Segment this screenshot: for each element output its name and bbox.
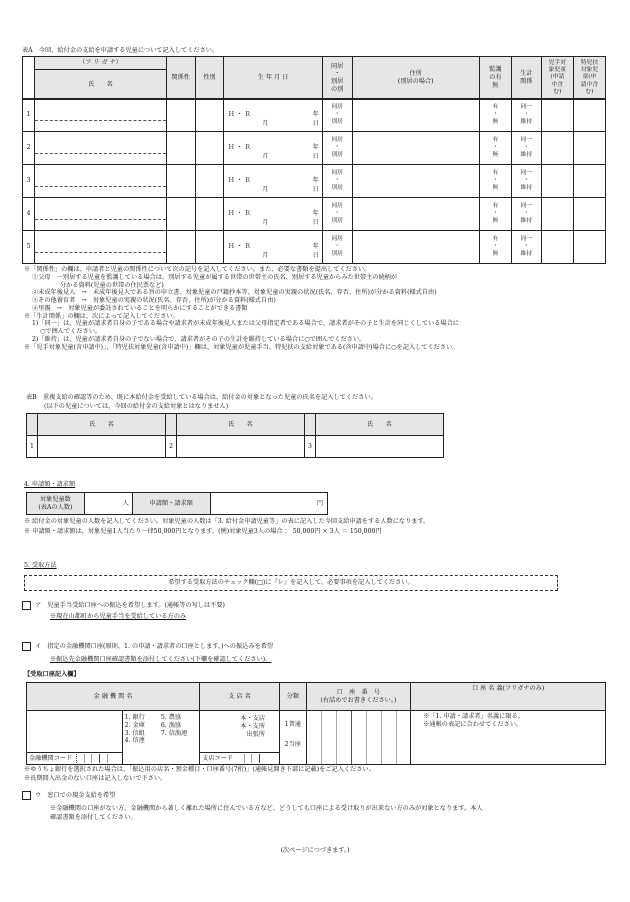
bank-type-option[interactable]: 3. 信組 (124, 729, 145, 737)
post-bank-note: ※ゆうちょ銀行を選択された場合は、「振込用の店名・預金種目・口座番号(7桁)」(通帳見開き下部に記載)をご記入ください。 (24, 766, 375, 773)
section-4-note: ※ 給付金の対象児童の人数を記入してください。対象児童の人数は「3. 給付金申請児童等」の表に記入した今回支給申請をする人数になります。 (24, 518, 430, 525)
year-label: 年 (312, 144, 319, 151)
header-child-allowance: 児手対 象児童 (申請 中含 む) (541, 57, 573, 100)
account-number-sub: (右詰めでお書きください。) (320, 696, 397, 704)
note-line: ※「生計関係」の欄は、次によって記入してください。 (24, 312, 179, 320)
sex-input[interactable] (195, 231, 224, 264)
holder-input[interactable] (411, 711, 606, 765)
era-label: Ｈ ・ Ｒ (228, 144, 251, 151)
era-label: Ｈ ・ Ｒ (228, 111, 251, 118)
child-name-input[interactable] (35, 165, 167, 198)
table-a-rows (22, 98, 606, 264)
cohab-select[interactable]: 同居 ・ 別居 (322, 165, 352, 198)
account-number-header (306, 683, 411, 711)
bank-type-options (125, 714, 197, 745)
custody-select[interactable]: 有 ・ 無 (479, 231, 511, 264)
amount-label: 申請額・請求額 (132, 493, 210, 515)
bank-type-list[interactable] (122, 711, 199, 765)
furigana-divider (35, 186, 166, 187)
holder-header: 口 座 名 義(フリガナのみ) (411, 683, 606, 711)
relation-input[interactable] (166, 231, 195, 264)
page-footer: (次ページにつづきます。) (280, 847, 350, 854)
account-number-title: 口 座 番 号 (336, 688, 381, 696)
relation-input[interactable] (166, 198, 195, 231)
note-line: 1)「同一」は、児童が請求者自身の子である場合や請求者が未成年後見人または父母指定者である場合で、請求者がその子と生計を同じくしている場合に (32, 320, 459, 328)
child-allowance-mark[interactable] (541, 132, 573, 165)
bank-account-table (26, 682, 606, 765)
header-custody: 監護 の有 無 (479, 57, 511, 100)
sex-input[interactable] (195, 198, 224, 231)
furigana-divider (35, 153, 166, 154)
header-special-allowance: 特児扶 対象児 童(申 請中含 む) (573, 57, 605, 100)
child-allowance-mark[interactable] (541, 198, 573, 231)
header-sex: 性別 (195, 57, 224, 100)
furigana-divider (35, 219, 166, 220)
sex-input[interactable] (195, 132, 224, 165)
child-count-label: 対象児童数 (表Aの人数) (27, 493, 85, 515)
table-b-subtitle: (以下の児童については、今回の給付金の支給対象とはなりません) (44, 403, 229, 410)
sex-input[interactable] (195, 99, 224, 132)
cohab-select[interactable]: 同居 ・ 別居 (322, 198, 352, 231)
kind-header: 分類 (280, 683, 307, 711)
table-a-row (23, 231, 606, 264)
table-b (26, 413, 444, 458)
day-label: 日 (312, 186, 319, 193)
account-number-input[interactable] (306, 711, 411, 765)
month-label: 月 (262, 219, 269, 226)
kind-current[interactable]: 2当座 (284, 740, 301, 748)
day-label: 日 (312, 252, 319, 259)
section-4-heading: 4. 申請額・請求額 (24, 481, 76, 488)
header-relation: 関係性 (166, 57, 195, 100)
dob-input[interactable] (224, 132, 322, 165)
option-u-note: 確認書類を添付してください。 (50, 814, 137, 821)
day-label: 日 (312, 153, 319, 160)
child-allowance-mark[interactable] (541, 231, 573, 264)
note-line: ※「児手対象児童(含申請中)」、「特児扶対象児童(含申請中)」欄は、対象児童が児童手当、特児扶の支給対象である(含申請中)場合に○を記入してください。 (24, 343, 459, 351)
relation-input[interactable] (166, 165, 195, 198)
furigana-divider (35, 252, 166, 253)
address-input[interactable] (352, 99, 479, 132)
bank-type-option[interactable]: 1. 銀行 (124, 714, 145, 721)
header-livelihood: 生計 関係 (511, 57, 541, 100)
custody-select[interactable]: 有 ・ 無 (479, 165, 511, 198)
row-number: 1 (23, 99, 35, 132)
year-label: 年 (312, 177, 319, 184)
holder-note: ※通帳の表記に合わせてください。 (423, 720, 523, 728)
note-line: ※「関係性」の欄は、申請者と児童の関係性について次の記号を記入してください。また、必要な書類を提出してください。 (24, 266, 371, 273)
child-name-input[interactable] (35, 99, 167, 132)
note-line: ②未成年後見人 → 未成年後見人である旨の申立書、対象児童の戸籍抄本等、対象児童の実親の状況(氏名、存否、住所)が分かる資料(様式自由) (32, 289, 437, 297)
relation-input[interactable] (166, 99, 195, 132)
note-line: ③その他養育者 → 対象児童の実親の状況(氏名、存否、住所)が分かる資料(様式自由) (32, 297, 276, 304)
instruction-box: 希望する受取方法のチェック欄(□)に『レ』を記入して、必要事項を記入してください。 (24, 575, 558, 591)
child-allowance-mark[interactable] (541, 99, 573, 132)
table-a-title: 表A 今回、給付金の支給を申請する児童について記入してください。 (22, 47, 219, 54)
table-b-name-input[interactable] (315, 436, 443, 458)
special-allowance-mark[interactable] (573, 132, 605, 165)
month-label: 月 (262, 120, 269, 127)
bank-type-option[interactable]: 4. 信連 (124, 737, 145, 745)
era-label: Ｈ ・ Ｒ (228, 210, 251, 217)
row-number: 2 (23, 132, 35, 165)
table-b-header: 氏 名 (37, 414, 165, 436)
table-a-row (23, 132, 606, 165)
branch-name-header: 支 店 名 (200, 683, 280, 711)
header-cohab: 同居 ・ 別居 の別 (322, 57, 352, 100)
bank-heading: 【受取口座記入欄】 (24, 671, 80, 678)
table-a (22, 56, 606, 100)
option-a-checkbox[interactable] (22, 601, 31, 610)
header-address: 住所 (別居の場合) (352, 57, 479, 100)
bank-type-option[interactable]: 6. 漁協 (160, 721, 182, 729)
option-i[interactable] (22, 642, 273, 651)
dob-input[interactable] (224, 165, 322, 198)
dormant-note: ※長期間入出金のない口座は記入しないで下さい。 (24, 775, 167, 782)
child-allowance-mark[interactable] (541, 165, 573, 198)
dob-input[interactable] (224, 99, 322, 132)
livelihood-select[interactable]: 同一 ・ 維持 (511, 198, 541, 231)
bank-code-label: 金融機関コード (29, 755, 73, 762)
note-line: 分かる資料(児童の世帯の住民票など) (60, 281, 164, 289)
child-count-input[interactable] (84, 493, 132, 515)
bank-code-boxes (76, 754, 109, 763)
era-label: Ｈ ・ Ｒ (228, 177, 251, 184)
option-a[interactable] (22, 601, 225, 610)
month-label: 月 (262, 252, 269, 259)
bank-type-option[interactable] (161, 737, 197, 745)
holder-note: ※「1. 申請・請求者」名義に限る。 (423, 713, 524, 720)
child-name-input[interactable] (35, 231, 167, 264)
special-allowance-mark[interactable] (573, 99, 605, 132)
table-b-num: 1 (27, 436, 38, 458)
livelihood-select[interactable]: 同一 ・ 維持 (511, 99, 541, 132)
custody-select[interactable]: 有 ・ 無 (479, 99, 511, 132)
row-number: 5 (23, 231, 35, 264)
amount-input[interactable] (210, 493, 328, 515)
note-line: ①父母 一別居する児童を監護している場合は、別居する児童が属する世帯の世帯主の氏名、別居する児童からみた世帯主の続柄が (32, 273, 398, 281)
furigana-divider (35, 120, 166, 121)
cohab-select[interactable]: 同居 ・ 別居 (322, 132, 352, 165)
note-line: ○で囲んでください。 (40, 328, 102, 335)
option-i-checkbox[interactable] (22, 642, 31, 651)
bank-name-header: 金 融 機 関 名 (27, 683, 200, 711)
table-b-num: 3 (304, 436, 315, 458)
branch-types: 本・支店 本・支所 出張所 (240, 715, 266, 738)
note-line: 2)「維持」は、児童が請求者自身の子でない場合で、請求者がその子の生計を維持している場合に○で囲んでください。 (32, 335, 366, 343)
year-label: 年 (312, 111, 319, 118)
livelihood-select[interactable]: 同一 ・ 維持 (511, 165, 541, 198)
row-number: 3 (23, 165, 35, 198)
count-unit: 人 (122, 499, 129, 507)
bank-type-option[interactable]: 7. 信漁連 (160, 729, 188, 737)
special-allowance-mark[interactable] (573, 165, 605, 198)
sex-input[interactable] (195, 165, 224, 198)
option-u-note: ※金融機関の口座がない方、金融機関から著しく離れた場所に住んでいる方など、どうしても口座による受け取りが出来ない方のみが対象となります。本人 (50, 805, 483, 812)
dob-input[interactable] (224, 198, 322, 231)
special-allowance-mark[interactable] (573, 198, 605, 231)
table-a-row (23, 99, 606, 132)
address-input[interactable] (352, 231, 479, 264)
day-label: 日 (312, 219, 319, 226)
table-a-row (23, 165, 606, 198)
section-5-heading: 5. 受取方法 (24, 562, 57, 569)
bank-type-option[interactable]: 2. 金庫 (124, 721, 145, 729)
dob-input[interactable] (224, 231, 322, 264)
cohab-select[interactable]: 同居 ・ 別居 (322, 99, 352, 132)
month-label: 月 (262, 153, 269, 160)
era-label: Ｈ ・ Ｒ (228, 243, 251, 250)
special-allowance-mark[interactable] (573, 231, 605, 264)
address-input[interactable] (352, 165, 479, 198)
option-a-note: ※現在山都町から児童手当を受給している方のみ (50, 613, 187, 620)
table-a-notes (24, 266, 614, 351)
amount-table (26, 492, 328, 515)
table-b-name-input[interactable] (176, 436, 304, 458)
bank-type-option[interactable]: 5. 農協 (160, 714, 182, 721)
address-input[interactable] (352, 132, 479, 165)
header-name: 氏 名 (35, 70, 167, 100)
branch-code-label: 支店コード (202, 755, 233, 762)
table-a-row (23, 198, 606, 231)
branch-name-input[interactable] (200, 711, 280, 765)
month-label: 月 (262, 186, 269, 193)
custody-select[interactable]: 有 ・ 無 (479, 132, 511, 165)
relation-input[interactable] (166, 132, 195, 165)
table-b-name-input[interactable] (37, 436, 165, 458)
child-name-input[interactable] (35, 198, 167, 231)
day-label: 日 (312, 120, 319, 127)
kind-normal[interactable]: 1普通 (284, 721, 301, 728)
year-label: 年 (312, 210, 319, 217)
option-u-label: ウ 窓口での現金支給を希望 (35, 792, 116, 799)
livelihood-select[interactable]: 同一 ・ 維持 (511, 132, 541, 165)
branch-code-field[interactable] (200, 752, 279, 764)
child-name-input[interactable] (35, 132, 167, 165)
year-label: 年 (312, 243, 319, 250)
cohab-select[interactable]: 同居 ・ 別居 (322, 231, 352, 264)
table-b-header: 氏 名 (176, 414, 304, 436)
table-b-header: 氏 名 (315, 414, 443, 436)
header-furigana: （フ リ ガ ナ） (35, 57, 167, 70)
option-i-note: ※振込先金融機関口座確認書類を添付してください(下欄を確認してください)。 (50, 656, 272, 663)
option-u[interactable] (22, 791, 115, 800)
custody-select[interactable]: 有 ・ 無 (479, 198, 511, 231)
note-line: ④里親 → 対象児童が委託されていることを明らかにすることができる書類 (32, 304, 248, 312)
row-number: 4 (23, 198, 35, 231)
amount-unit: 円 (316, 499, 323, 507)
address-input[interactable] (352, 198, 479, 231)
section-4-note: ※ 申請額・請求額は、対象児童1人当たり一律50,000円となります。(例)対象児童3人の場合 ： 50,000円 × 3人 ＝ 150,000円 (24, 528, 382, 535)
header-dob: 生 年 月 日 (224, 57, 322, 100)
branch-code-boxes (237, 754, 261, 763)
livelihood-select[interactable]: 同一 ・ 維持 (511, 231, 541, 264)
table-b-title: 表B 重複支給の確認等のため、既に本給付金を受給している場合は、給付金の対象となった児童の氏名を記入してください。 (26, 394, 377, 401)
option-i-label: イ 指定の金融機関口座(原則、1. の申請・請求者の口座とします。)への振込みを希望 (35, 643, 274, 650)
option-a-label: ア 児童手当受給口座への振込を希望します。(通帳等の写しは不要) (35, 602, 225, 609)
option-u-checkbox[interactable] (22, 791, 31, 800)
table-b-num: 2 (165, 436, 176, 458)
bank-code-field[interactable] (27, 752, 122, 764)
kind-select[interactable] (280, 711, 307, 765)
bank-name-input[interactable] (27, 711, 123, 765)
